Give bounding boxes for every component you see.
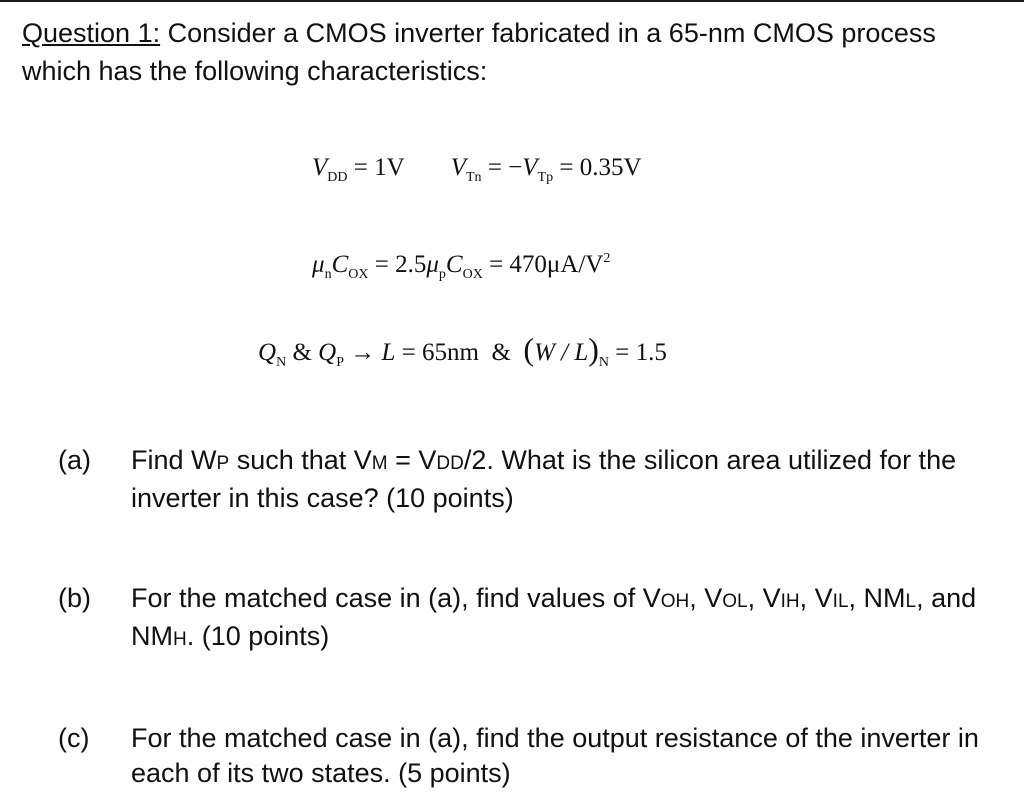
part-b-text: For the matched case in (a), find values of VOH, VOL, VIH, VIL, NML, and NMH. (10 points) [131, 583, 977, 651]
qp-symbol: Q [318, 339, 337, 366]
vtp-subscript: Tp [537, 170, 554, 185]
equation-dimensions: $Q_N$ & $Q_P \to L = 65nm$ & $(W / L)_N = 1.5$ [258, 331, 667, 370]
equation-mobility [312, 243, 610, 291]
part-c-label: (c) [58, 723, 90, 753]
ampersand-1: & [286, 339, 319, 366]
part-a [58, 443, 1008, 516]
l-symbol: L [381, 339, 396, 366]
l-value: = 65nm [395, 339, 479, 366]
top-border-line [0, 0, 1024, 2]
mu-p-symbol: μ [426, 251, 439, 278]
vt-equals-minus: = − [481, 154, 523, 181]
wl-subscript: N [598, 355, 610, 370]
mu-n-symbol: μ [312, 251, 325, 278]
mu-p-subscript: p [438, 267, 446, 282]
part-b [58, 581, 1008, 657]
cox-symbol-1: C [331, 251, 349, 278]
vdd-symbol: V [312, 154, 328, 181]
ampersand-2: & [478, 339, 524, 366]
mu-n-subscript: n [324, 267, 332, 282]
vdd-value: = 1V [347, 154, 405, 181]
part-a-label: (a) [58, 445, 91, 475]
mu-exponent: 2 [603, 251, 611, 266]
question-label: Question 1: [22, 18, 161, 48]
cox-symbol-2: C [445, 251, 463, 278]
vtn-symbol: V [450, 154, 466, 181]
vtn-subscript: Tn [466, 170, 482, 185]
mu-value: = 470μA/V [482, 251, 604, 278]
part-c-text: For the matched case in (a), find the output resistance of the inverter in each of its two states. (5 points) [131, 723, 979, 788]
question-text: Consider a CMOS inverter fabricated in a 65-nm CMOS process which has the following characteristics: [22, 18, 936, 86]
qn-subscript: N [276, 355, 287, 370]
part-b-label: (b) [58, 583, 91, 613]
qn-symbol: Q [258, 339, 277, 366]
wl-value: = 1.5 [609, 339, 667, 366]
vdd-subscript: DD [327, 170, 348, 185]
part-a-text: Find WP such that VM = VDD/2. What is the silicon area utilized for the inverter in this case? (10 points) [131, 445, 957, 513]
cox-subscript-1: OX [348, 267, 369, 282]
arrow: → [344, 339, 382, 366]
question-heading [22, 14, 1012, 90]
vt-value: = 0.35V [553, 154, 642, 181]
wl-ratio: W / L [534, 339, 589, 366]
mu-ratio: = 2.5 [368, 251, 427, 278]
qp-subscript: P [336, 355, 344, 370]
part-c [58, 721, 1008, 791]
equation-voltages [312, 152, 642, 194]
vtp-symbol: V [522, 154, 538, 181]
cox-subscript-2: OX [462, 267, 483, 282]
